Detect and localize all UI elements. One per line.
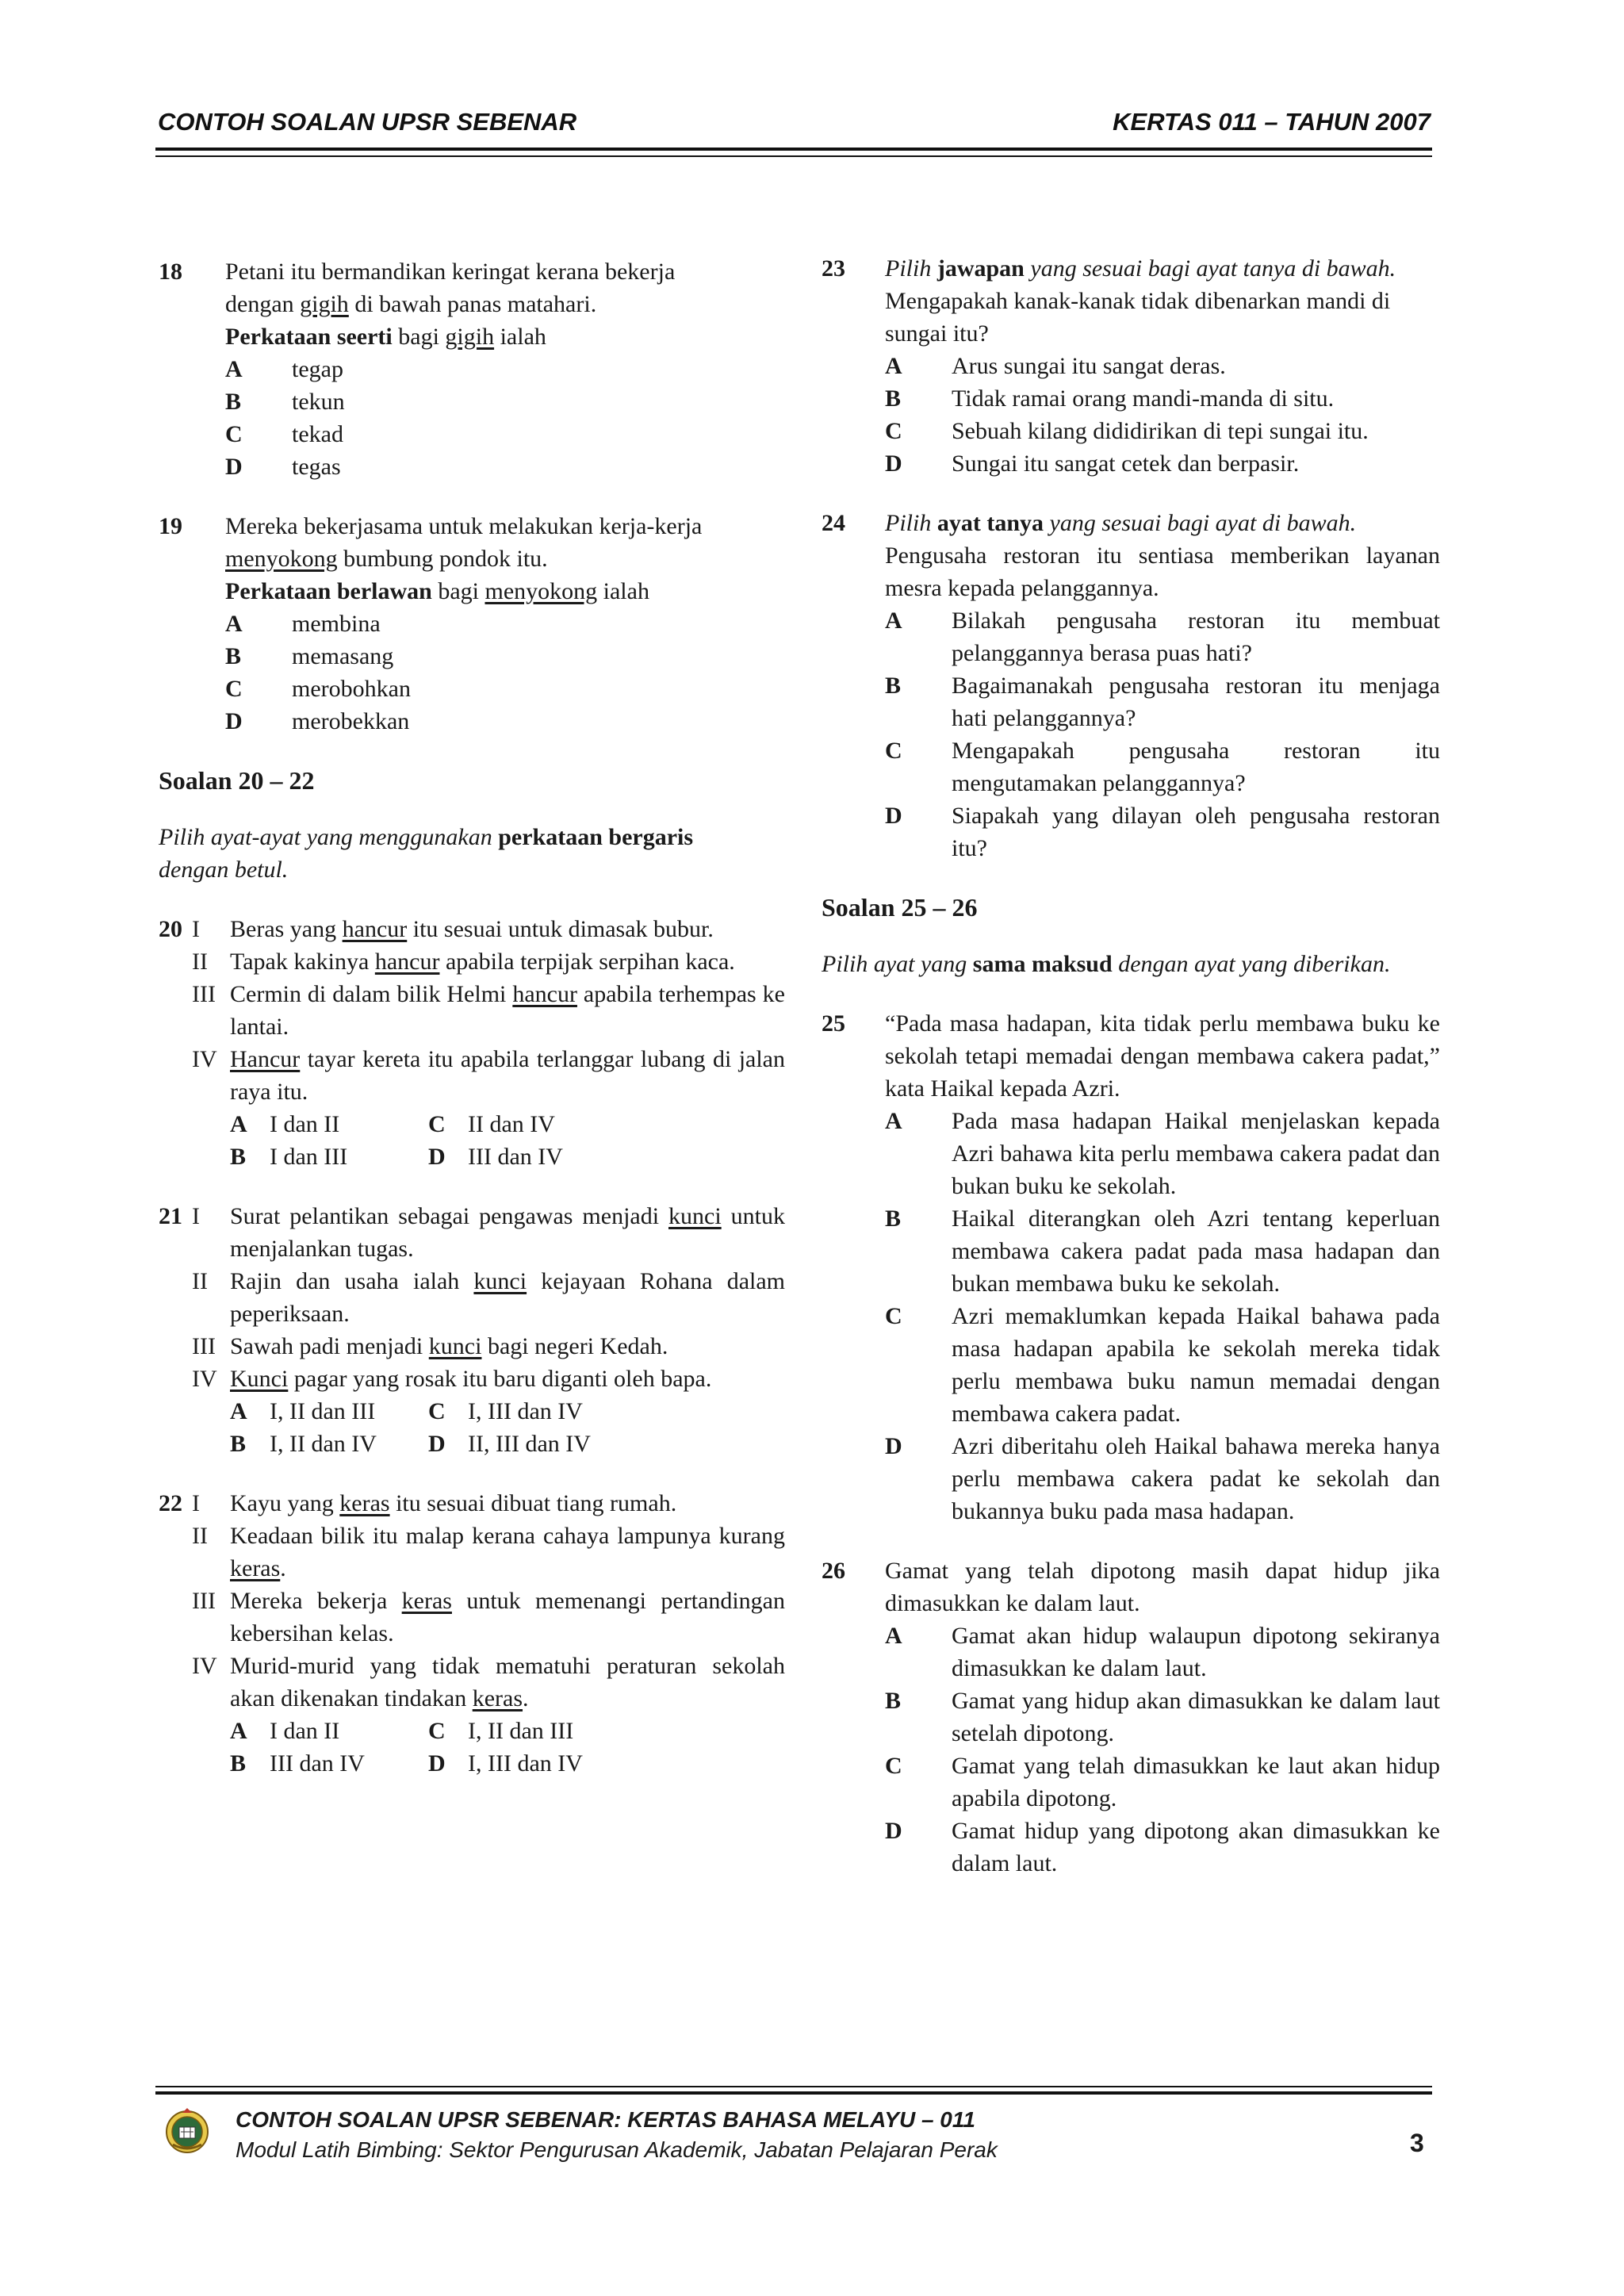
roman-numeral: IV xyxy=(192,1046,217,1072)
option-letter-c[interactable]: C xyxy=(428,1111,446,1137)
underlined-word: Kunci xyxy=(230,1366,289,1392)
underlined-word: menyokong xyxy=(225,546,338,572)
option-text: Azri diberitahu oleh Haikal bahawa mereka hanya perlu membawa cakera padat ke sekolah dan bukannya buku pada masa hadapan. xyxy=(952,1433,1440,1524)
footer-subtitle: Modul Latih Bimbing: Sektor Pengurusan Akademik, Jabatan Pelajaran Perak xyxy=(236,2137,998,2162)
option-b-text[interactable]: III dan IV xyxy=(270,1750,365,1777)
header-rule-thin xyxy=(155,155,1432,157)
statement-iii xyxy=(159,1585,785,1650)
option-text: Gamat akan hidup walaupun dipotong sekiranya dimasukkan ke dalam laut. xyxy=(952,1623,1440,1681)
option-text: merobohkan xyxy=(292,676,411,702)
question-prompt xyxy=(225,575,785,608)
option-letter: B xyxy=(225,643,242,669)
option-a[interactable] xyxy=(225,353,785,385)
option-b-text[interactable]: I dan III xyxy=(270,1144,348,1170)
underlined-word: hancur xyxy=(512,981,577,1007)
footer-title: CONTOH SOALAN UPSR SEBENAR: KERTAS BAHASA MELAYU – 011 xyxy=(236,2107,975,2132)
option-text: Azri memaklumkan kepada Haikal bahawa pada masa hadapan apabila ke sekolah mereka tidak perlu membawa buku namun memadai dengan membawa cakera padat. xyxy=(952,1303,1440,1427)
statement-ii xyxy=(159,945,785,978)
roman-numeral: II xyxy=(192,949,208,975)
text: apabila terpijak serpihan kaca. xyxy=(439,949,735,975)
left-column xyxy=(159,255,785,1807)
option-letter-b[interactable]: B xyxy=(230,1750,247,1777)
question-text: Mereka bekerjasama untuk melakukan kerja-kerja xyxy=(225,513,703,539)
section-heading: Soalan 25 – 26 xyxy=(822,893,978,922)
option-text: Arus sungai itu sangat deras. xyxy=(952,353,1226,379)
prompt-bold: Perkataan berlawan xyxy=(225,578,432,604)
option-text: Tidak ramai orang mandi-manda di situ. xyxy=(952,385,1335,412)
right-column xyxy=(822,252,1440,1907)
option-letter-a[interactable]: A xyxy=(230,1398,247,1424)
option-text: tegas xyxy=(292,454,341,480)
option-letter: B xyxy=(885,385,902,412)
text: dengan ayat yang diberikan. xyxy=(1112,951,1391,977)
option-text: Pada masa hadapan Haikal menjelaskan kepada Azri bahawa kita perlu membawa cakera padat dan bukan buku ke sekolah. xyxy=(952,1108,1440,1199)
option-text: Siapakah yang dilayan oleh pengusaha restoran itu? xyxy=(952,803,1440,861)
option-letter: D xyxy=(885,1433,902,1459)
instruction-bold: jawapan xyxy=(936,255,1025,282)
option-b[interactable] xyxy=(885,1685,1440,1750)
question-instruction xyxy=(885,507,1440,539)
statement-iv xyxy=(159,1363,785,1395)
underlined-word: hancur xyxy=(342,916,408,942)
section-instruction xyxy=(159,821,785,886)
question-number: 20 xyxy=(159,916,182,942)
option-letter: D xyxy=(885,803,902,829)
option-text: Sungai itu sangat cetek dan berpasir. xyxy=(952,450,1300,477)
question-number: 26 xyxy=(822,1558,845,1584)
roman-numeral: I xyxy=(192,1203,200,1229)
option-text: tekad xyxy=(292,421,343,447)
option-a[interactable] xyxy=(225,608,785,640)
statement-iv xyxy=(159,1650,785,1715)
underlined-word: gigih xyxy=(300,291,349,317)
option-letter-b[interactable]: B xyxy=(230,1431,247,1457)
text: Pilih xyxy=(885,255,937,282)
text: Mereka bekerja xyxy=(230,1588,402,1614)
underlined-word: hancur xyxy=(374,949,440,975)
text: bumbung pondok itu. xyxy=(337,546,548,572)
option-letter: D xyxy=(225,454,243,480)
option-letter-c[interactable]: C xyxy=(428,1398,446,1424)
option-letter: B xyxy=(885,1205,902,1232)
option-a[interactable] xyxy=(885,604,1440,669)
question-text: Petani itu bermandikan keringat kerana bekerja xyxy=(225,259,676,285)
question-24 xyxy=(822,507,1440,864)
option-d[interactable] xyxy=(885,1815,1440,1880)
underlined-word: keras xyxy=(401,1588,452,1614)
text: Pilih xyxy=(885,510,937,536)
text: Pilih ayat yang xyxy=(822,951,973,977)
question-26 xyxy=(822,1554,1440,1880)
option-c[interactable] xyxy=(885,1750,1440,1815)
text: tayar kereta itu apabila terlanggar lubang di jalan raya itu. xyxy=(230,1046,785,1105)
roman-numeral: III xyxy=(192,981,216,1007)
text: untuk menjalankan tugas. xyxy=(230,1203,785,1262)
statement-iv xyxy=(159,1043,785,1108)
text: yang sesuai bagi ayat di bawah. xyxy=(1044,510,1357,536)
option-b[interactable] xyxy=(225,385,785,418)
option-d[interactable] xyxy=(885,447,1440,480)
question-instruction xyxy=(885,252,1440,285)
underlined-word: kunci xyxy=(668,1203,722,1229)
question-23 xyxy=(822,252,1440,480)
statement-i xyxy=(159,1200,785,1265)
roman-numeral: I xyxy=(192,1490,200,1516)
question-number: 21 xyxy=(159,1203,182,1229)
option-b-text[interactable]: I, II dan IV xyxy=(270,1431,377,1457)
option-text: Bilakah pengusaha restoran itu membuat pelanggannya berasa puas hati? xyxy=(952,608,1440,666)
option-letter: A xyxy=(885,608,902,634)
question-18 xyxy=(159,255,785,483)
question-number: 18 xyxy=(159,259,182,285)
statement-iii xyxy=(159,1330,785,1363)
option-d[interactable] xyxy=(885,799,1440,864)
text: Pilih ayat-ayat yang menggunakan xyxy=(159,824,499,850)
option-c-text[interactable]: II dan IV xyxy=(468,1111,555,1137)
option-text: memasang xyxy=(292,643,394,669)
option-c[interactable] xyxy=(885,734,1440,799)
option-letter-a[interactable]: A xyxy=(230,1111,247,1137)
question-25 xyxy=(822,1007,1440,1527)
text: Rajin dan usaha ialah xyxy=(230,1268,474,1294)
underlined-word: keras xyxy=(339,1490,390,1516)
option-text: Gamat yang hidup akan dimasukkan ke dalam laut setelah dipotong. xyxy=(952,1688,1440,1746)
header-rule-thick xyxy=(155,148,1432,151)
underlined-word: kunci xyxy=(473,1268,527,1294)
option-c[interactable] xyxy=(225,673,785,705)
instruction-bold: ayat tanya xyxy=(936,510,1044,536)
text: pagar yang rosak itu baru diganti oleh bapa. xyxy=(288,1366,712,1392)
text: dengan xyxy=(225,291,301,317)
question-22 xyxy=(159,1487,785,1780)
option-d[interactable] xyxy=(225,705,785,738)
question-number: 22 xyxy=(159,1490,182,1516)
question-text-line2 xyxy=(225,542,785,575)
text: Surat pelantikan sebagai pengawas menjadi xyxy=(230,1203,669,1229)
underlined-word: gigih xyxy=(445,324,495,350)
option-letter: A xyxy=(885,1623,902,1649)
option-letter-d[interactable]: D xyxy=(428,1431,446,1457)
option-letter: D xyxy=(885,1818,902,1844)
question-prompt xyxy=(225,320,785,353)
option-letter: C xyxy=(885,418,902,444)
option-letter: A xyxy=(225,356,243,382)
option-c-text[interactable]: I, II dan III xyxy=(468,1718,574,1744)
option-b[interactable] xyxy=(885,1202,1440,1300)
option-text: membina xyxy=(292,611,381,637)
text: Sawah padi menjadi xyxy=(230,1333,429,1359)
text: di bawah panas matahari. xyxy=(348,291,597,317)
underlined-word: keras xyxy=(230,1555,281,1581)
option-c[interactable] xyxy=(885,415,1440,447)
roman-numeral: IV xyxy=(192,1366,217,1392)
text: bagi negeri Kedah. xyxy=(481,1333,668,1359)
option-b[interactable] xyxy=(885,382,1440,415)
question-number: 25 xyxy=(822,1010,845,1037)
text: kejayaan Rohana dalam peperiksaan. xyxy=(230,1268,785,1327)
option-a-text[interactable]: I dan II xyxy=(270,1718,340,1744)
text: . xyxy=(523,1685,529,1711)
underlined-word: Hancur xyxy=(230,1046,301,1072)
header-title-left: CONTOH SOALAN UPSR SEBENAR xyxy=(158,108,577,136)
underlined-word: menyokong xyxy=(485,578,598,604)
option-letter: B xyxy=(885,1688,902,1714)
option-letter: B xyxy=(885,673,902,699)
option-letter-a[interactable]: A xyxy=(230,1718,247,1744)
answer-options xyxy=(230,1108,785,1173)
statement-ii xyxy=(159,1520,785,1585)
option-b[interactable] xyxy=(885,669,1440,734)
option-a-text[interactable]: I, II dan III xyxy=(270,1398,376,1424)
option-letter: C xyxy=(885,1753,902,1779)
option-a[interactable] xyxy=(885,1619,1440,1685)
text: untuk memenangi pertandingan kebersihan kelas. xyxy=(230,1588,785,1646)
question-text: Gamat yang telah dipotong masih dapat hidup jika dimasukkan ke dalam laut. xyxy=(885,1558,1440,1616)
option-d[interactable] xyxy=(885,1430,1440,1527)
text: apabila terhempas ke lantai. xyxy=(230,981,785,1040)
option-letter: C xyxy=(225,676,243,702)
statement-ii xyxy=(159,1265,785,1330)
question-number: 19 xyxy=(159,513,182,539)
question-number: 23 xyxy=(822,255,845,282)
underlined-word: keras xyxy=(472,1685,523,1711)
roman-numeral: IV xyxy=(192,1653,217,1679)
option-letter: A xyxy=(885,353,902,379)
option-letter: B xyxy=(225,389,242,415)
option-b[interactable] xyxy=(225,640,785,673)
option-letter: A xyxy=(885,1108,902,1134)
text: Kayu yang xyxy=(230,1490,340,1516)
text: Tapak kakinya xyxy=(230,949,375,975)
text: itu sesuai dibuat tiang rumah. xyxy=(389,1490,677,1516)
text: Keadaan bilik itu malap kerana cahaya lampunya kurang xyxy=(230,1523,785,1549)
option-d-text[interactable]: II, III dan IV xyxy=(468,1431,591,1457)
text: Cermin di dalam bilik Helmi xyxy=(230,981,513,1007)
option-text: tegap xyxy=(292,356,343,382)
statement-iii xyxy=(159,978,785,1043)
prompt-bold: Perkataan seerti xyxy=(225,324,393,350)
option-letter: C xyxy=(885,738,902,764)
state-crest-icon xyxy=(162,2105,213,2156)
question-text-line2 xyxy=(225,288,785,320)
option-a-text[interactable]: I dan II xyxy=(270,1111,340,1137)
section-heading: Soalan 20 – 22 xyxy=(159,766,315,795)
text: . xyxy=(280,1555,286,1581)
question-21 xyxy=(159,1200,785,1460)
question-20 xyxy=(159,913,785,1173)
header-title-right: KERTAS 011 – TAHUN 2007 xyxy=(1113,108,1431,136)
text: itu sesuai untuk dimasak bubur. xyxy=(407,916,714,942)
option-letter: A xyxy=(225,611,243,637)
option-d[interactable] xyxy=(225,450,785,483)
underlined-word: kunci xyxy=(428,1333,482,1359)
text: yang sesuai bagi ayat tanya di bawah. xyxy=(1024,255,1396,282)
instruction-bold: sama maksud xyxy=(972,951,1113,977)
option-letter-c[interactable]: C xyxy=(428,1718,446,1744)
option-letter: C xyxy=(885,1303,902,1329)
option-letter: D xyxy=(885,450,902,477)
answer-options xyxy=(230,1395,785,1460)
roman-numeral: III xyxy=(192,1333,216,1359)
question-text: “Pada masa hadapan, kita tidak perlu membawa buku ke sekolah tetapi memadai dengan membawa cakera padat,” kata Haikal kepada Azri. xyxy=(885,1010,1440,1102)
text: dengan betul. xyxy=(159,857,289,883)
roman-numeral: III xyxy=(192,1588,216,1614)
text: bagi xyxy=(431,578,485,604)
footer-rule-thick xyxy=(155,2091,1432,2095)
question-number: 24 xyxy=(822,510,845,536)
option-c[interactable] xyxy=(885,1300,1440,1430)
option-text: Mengapakah pengusaha restoran itu mengutamakan pelanggannya? xyxy=(952,738,1440,796)
option-a[interactable] xyxy=(885,1105,1440,1202)
option-text: Bagaimanakah pengusaha restoran itu menjaga hati pelanggannya? xyxy=(952,673,1440,731)
option-letter: C xyxy=(225,421,243,447)
option-text: Gamat yang telah dimasukkan ke laut akan hidup apabila dipotong. xyxy=(952,1753,1440,1811)
option-a[interactable] xyxy=(885,350,1440,382)
text: bagi xyxy=(392,324,446,350)
option-d-text[interactable]: III dan IV xyxy=(468,1144,563,1170)
statement-i xyxy=(159,913,785,945)
text: Murid-murid yang tidak mematuhi peraturan sekolah akan dikenakan tindakan xyxy=(230,1653,785,1711)
section-instruction xyxy=(822,948,1440,980)
option-text: Sebuah kilang dididirikan di tepi sungai itu. xyxy=(952,418,1369,444)
option-c[interactable] xyxy=(225,418,785,450)
option-text: tekun xyxy=(292,389,345,415)
option-text: merobekkan xyxy=(292,708,410,734)
option-text: Gamat hidup yang dipotong akan dimasukkan ke dalam laut. xyxy=(952,1818,1440,1876)
question-19 xyxy=(159,510,785,738)
option-letter: D xyxy=(225,708,243,734)
page-number: 3 xyxy=(1410,2129,1424,2157)
footer-rule-thin xyxy=(155,2086,1432,2087)
option-c-text[interactable]: I, III dan IV xyxy=(468,1398,583,1424)
text: Beras yang xyxy=(230,916,343,942)
roman-numeral: II xyxy=(192,1268,208,1294)
statement-i xyxy=(159,1487,785,1520)
text: ialah xyxy=(597,578,649,604)
option-letter-d[interactable]: D xyxy=(428,1144,446,1170)
roman-numeral: I xyxy=(192,916,200,942)
option-letter-b[interactable]: B xyxy=(230,1144,247,1170)
instruction-bold: perkataan bergaris xyxy=(498,824,694,850)
question-text: Mengapakah kanak-kanak tidak dibenarkan mandi di sungai itu? xyxy=(885,288,1391,347)
option-text: Haikal diterangkan oleh Azri tentang keperluan membawa cakera padat pada masa hadapan dan bukan membawa buku ke sekolah. xyxy=(952,1205,1440,1297)
text: ialah xyxy=(494,324,546,350)
option-d-text[interactable]: I, III dan IV xyxy=(468,1750,583,1777)
question-text: Pengusaha restoran itu sentiasa memberikan layanan mesra kepada pelanggannya. xyxy=(885,542,1440,601)
answer-options xyxy=(230,1715,785,1780)
roman-numeral: II xyxy=(192,1523,208,1549)
option-letter-d[interactable]: D xyxy=(428,1750,446,1777)
